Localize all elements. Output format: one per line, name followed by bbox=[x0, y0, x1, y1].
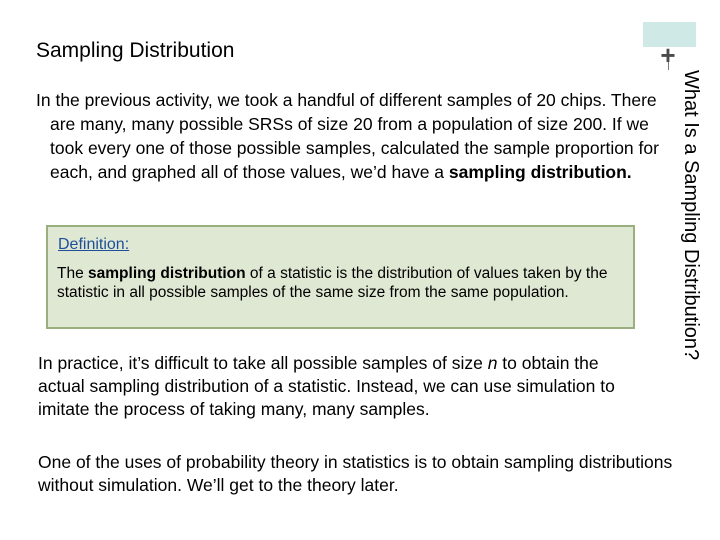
definition-heading: Definition: bbox=[58, 236, 130, 253]
definition-prefix: The bbox=[57, 265, 89, 282]
practice-prefix: In practice, it’s difficult to take all possible samples of size bbox=[38, 353, 488, 373]
side-label: What Is a Sampling Distribution? bbox=[680, 70, 702, 361]
definition-bold-term: sampling distribution bbox=[88, 265, 246, 282]
practice-italic-n: n bbox=[487, 353, 498, 373]
intro-paragraph bbox=[36, 88, 670, 184]
slide-title: Sampling Distribution bbox=[36, 39, 235, 62]
practice-rest: to obtain the actual sampling distribution of a statistic. Instead, we can use simulation to imitate the process of taking many, many samples. bbox=[38, 353, 615, 419]
definition-box bbox=[46, 225, 635, 329]
definition-rest: of a statistic is the distribution of values taken by the statistic in all possible samples of the same size from the same population. bbox=[57, 265, 608, 301]
practice-paragraph bbox=[38, 352, 638, 421]
intro-bold-term: sampling distribution. bbox=[448, 162, 632, 182]
intro-text: In the previous activity, we took a handful of different samples of 20 chips. There are many, many possible SRSs of size 20 from a population of size 200. If we took every one of those possible samples, calculated the sample proportion for each, and graphed all of those values, we’d have a bbox=[36, 90, 659, 182]
definition-text bbox=[57, 264, 617, 302]
uses-paragraph: One of the uses of probability theory in statistics is to obtain sampling distributions without simulation. We’ll get to the theory later. bbox=[38, 452, 673, 495]
plus-icon: + bbox=[660, 40, 676, 70]
